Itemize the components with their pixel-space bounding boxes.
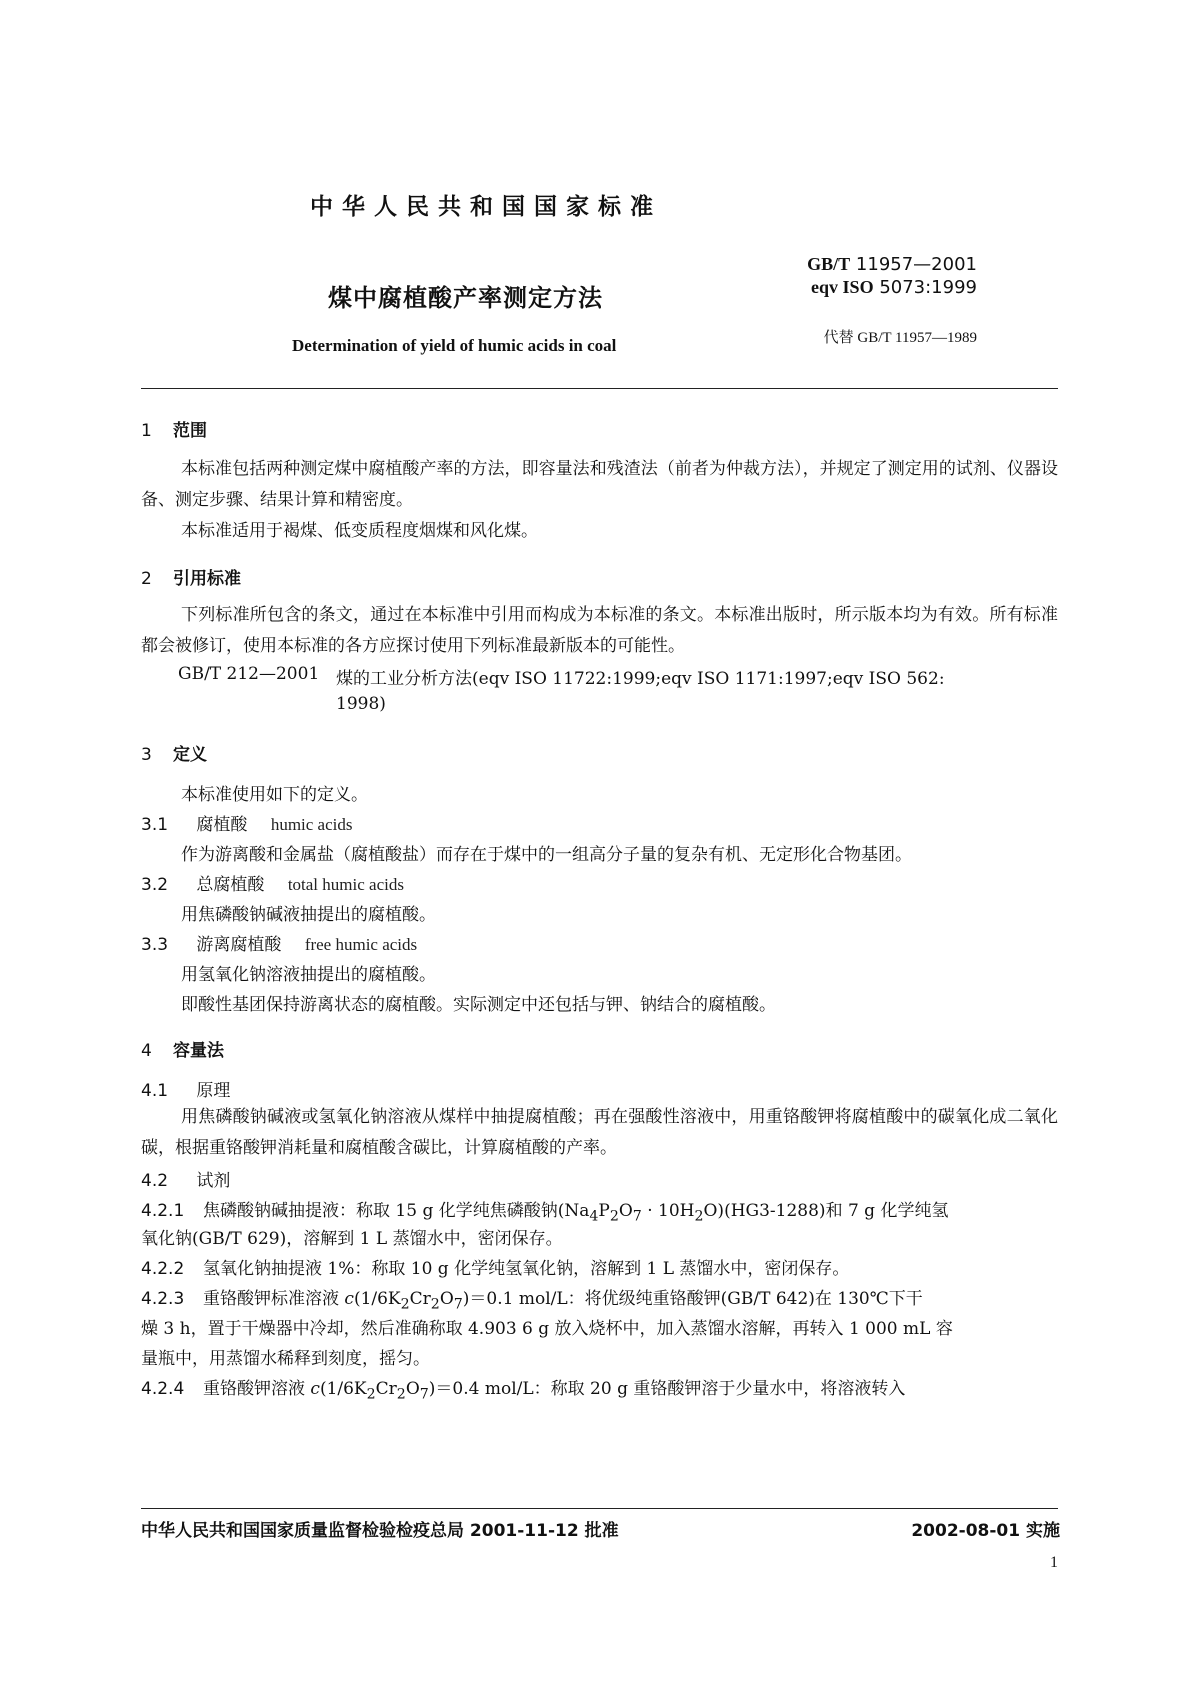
clause-text: 重铬酸钾标准溶液	[203, 1289, 345, 1309]
clause-text: 氢氧化钠抽提液 1%：称取 10 g 化学纯氢氧化钠，溶解到 1 L 蒸馏水中，密闭保存。	[203, 1259, 850, 1279]
clause-text: Cr	[375, 1379, 397, 1399]
clause-4-2-3-cont-1: 燥 3 h，置于干燥器中冷却，然后准确称取 4.903 6 g 放入烧杯中，加入蒸馏水溶解，再转入 1 000 mL 容	[141, 1319, 953, 1339]
clause-text: 重铬酸钾溶液	[203, 1379, 311, 1399]
section-3-heading	[141, 740, 207, 765]
section-1-paragraph-2: 本标准适用于褐煤、低变质程度烟煤和风化煤。	[181, 521, 538, 541]
clause-text: )＝0.1 mol/L：将优级纯重铬酸钾(GB/T 642)在 130℃下干	[462, 1289, 923, 1309]
reference-title: 煤的工业分析方法(eqv ISO 11722:1999;eqv ISO 1171:1997;eqv ISO 562:	[336, 669, 945, 689]
section-title: 引用标准	[173, 569, 241, 589]
section-2-paragraph-1: 下列标准所包含的条文，通过在本标准中引用而构成为本标准的条文。本标准出版时，所示版本均为有效。所有标准都会被修订，使用本标准的各方应探讨使用下列标准最新版本的可能性。	[141, 605, 1058, 656]
clause-title: 原理	[196, 1081, 231, 1101]
clause-text: O	[405, 1379, 420, 1399]
approval-notice: 中华人民共和国国家质量监督检验检疫总局 2001-11-12 批准	[141, 1521, 619, 1541]
equivalent-standard-prefix: eqv ISO	[811, 277, 874, 297]
equivalent-standard-number: 5073:1999	[879, 277, 977, 298]
clause-text: 焦磷酸钠碱抽提液：称取 15 g 化学纯焦磷酸钠(Na	[203, 1201, 590, 1221]
concentration-symbol: c	[310, 1379, 320, 1399]
section-title: 容量法	[173, 1041, 224, 1061]
clause-text: O	[618, 1201, 633, 1221]
clause-4-2-3	[141, 1284, 923, 1312]
subscript: 2	[396, 1386, 406, 1403]
clause-text: P	[598, 1201, 610, 1221]
subscript: 2	[366, 1386, 376, 1403]
clause-number: 3.1	[141, 815, 169, 835]
page-number: 1	[1050, 1554, 1058, 1571]
clause-text: Cr	[409, 1289, 431, 1309]
section-3-intro: 本标准使用如下的定义。	[181, 785, 368, 805]
clause-text: )＝0.4 mol/L：称取 20 g 重铬酸钾溶于少量水中，将溶液转入	[428, 1379, 906, 1399]
section-number: 3	[141, 745, 152, 765]
clause-4-2-3-cont-2: 量瓶中，用蒸馏水稀释到刻度，摇匀。	[141, 1349, 430, 1369]
clause-text: (1/6K	[353, 1289, 401, 1309]
section-number: 2	[141, 569, 152, 589]
implementation-date: 2002-08-01 实施	[911, 1521, 1060, 1541]
standard-code-prefix: GB/T	[807, 254, 851, 274]
definition-term: 总腐植酸	[196, 875, 265, 895]
clause-number: 4.2.2	[141, 1259, 185, 1279]
clause-text: (1/6K	[319, 1379, 367, 1399]
equivalent-standard	[811, 277, 977, 298]
section-title: 定义	[173, 745, 207, 765]
section-2-heading	[141, 564, 241, 589]
clause-text: O)(HG3-1288)和 7 g 化学纯氢	[703, 1201, 949, 1221]
section-1-paragraph-1: 本标准包括两种测定煤中腐植酸产率的方法，即容量法和残渣法（前者为仲裁方法），并规定了测定用的试剂、仪器设备、测定步骤、结果计算和精密度。	[141, 459, 1058, 510]
subscript: 2	[694, 1208, 704, 1225]
clause-4-1	[141, 1076, 230, 1101]
reference-title-cont: 1998)	[336, 694, 386, 714]
subscript: 2	[400, 1296, 410, 1313]
clause-4-1-paragraph: 用焦磷酸钠碱液或氢氧化钠溶液从煤样中抽提腐植酸；再在强酸性溶液中，用重铬酸钾将腐植酸中的碳氧化成二氧化碳，根据重铬酸钾消耗量和腐植酸含碳比，计算腐植酸的产率。	[141, 1107, 1058, 1158]
clause-number: 4.2.1	[141, 1201, 185, 1221]
definition-term-english: humic acids	[270, 815, 353, 834]
national-title: 中华人民共和国国家标准	[310, 194, 662, 220]
header-divider	[141, 388, 1058, 389]
clause-4-2-1	[141, 1196, 948, 1224]
section-number: 4	[141, 1041, 152, 1061]
document-title-english: Determination of yield of humic acids in coal	[292, 336, 617, 355]
clause-number: 3.2	[141, 875, 169, 895]
definition-term: 游离腐植酸	[196, 935, 282, 955]
section-1-heading	[141, 416, 207, 441]
section-number: 1	[141, 421, 152, 441]
definition-3-1	[141, 810, 352, 835]
clause-number: 3.3	[141, 935, 169, 955]
clause-number: 4.2.3	[141, 1289, 185, 1309]
clause-4-2	[141, 1166, 230, 1191]
clause-4-2-1-cont: 氧化钠(GB/T 629)，溶解到 1 L 蒸馏水中，密闭保存。	[141, 1229, 563, 1249]
definition-3-3-text-2: 即酸性基团保持游离状态的腐植酸。实际测定中还包括与钾、钠结合的腐植酸。	[181, 995, 776, 1015]
clause-number: 4.1	[141, 1081, 169, 1101]
section-4-heading	[141, 1036, 224, 1061]
definition-3-3-text-1: 用氢氧化钠溶液抽提出的腐植酸。	[181, 965, 436, 985]
subscript: 4	[589, 1208, 599, 1225]
replaces-standard: 代替 GB/T 11957—1989	[823, 330, 977, 346]
definition-3-1-text: 作为游离酸和金属盐（腐植酸盐）而存在于煤中的一组高分子量的复杂有机、无定形化合物基团。	[181, 845, 912, 865]
clause-text: · 10H	[641, 1201, 695, 1221]
subscript: 7	[632, 1208, 642, 1225]
definition-3-3	[141, 930, 417, 955]
clause-number: 4.2.4	[141, 1379, 185, 1399]
clause-text: O	[439, 1289, 454, 1309]
definition-term: 腐植酸	[196, 815, 248, 835]
definition-3-2-text: 用焦磷酸钠碱液抽提出的腐植酸。	[181, 905, 436, 925]
clause-4-2-2	[141, 1254, 849, 1279]
definition-3-2	[141, 870, 404, 895]
subscript: 2	[430, 1296, 440, 1313]
definition-term-english: total humic acids	[287, 875, 404, 894]
subscript: 2	[609, 1208, 619, 1225]
concentration-symbol: c	[344, 1289, 354, 1309]
standard-code-number: 11957—2001	[855, 254, 977, 275]
clause-4-2-4	[141, 1374, 905, 1402]
clause-number: 4.2	[141, 1171, 169, 1191]
subscript: 7	[453, 1296, 463, 1313]
clause-title: 试剂	[196, 1171, 231, 1191]
reference-code: GB/T 212—2001	[178, 664, 320, 684]
document-title: 煤中腐植酸产率测定方法	[328, 284, 603, 312]
standard-code	[807, 254, 977, 275]
footer-divider	[141, 1508, 1058, 1509]
definition-term-english: free humic acids	[304, 935, 418, 954]
subscript: 7	[419, 1386, 429, 1403]
section-title: 范围	[173, 421, 207, 441]
